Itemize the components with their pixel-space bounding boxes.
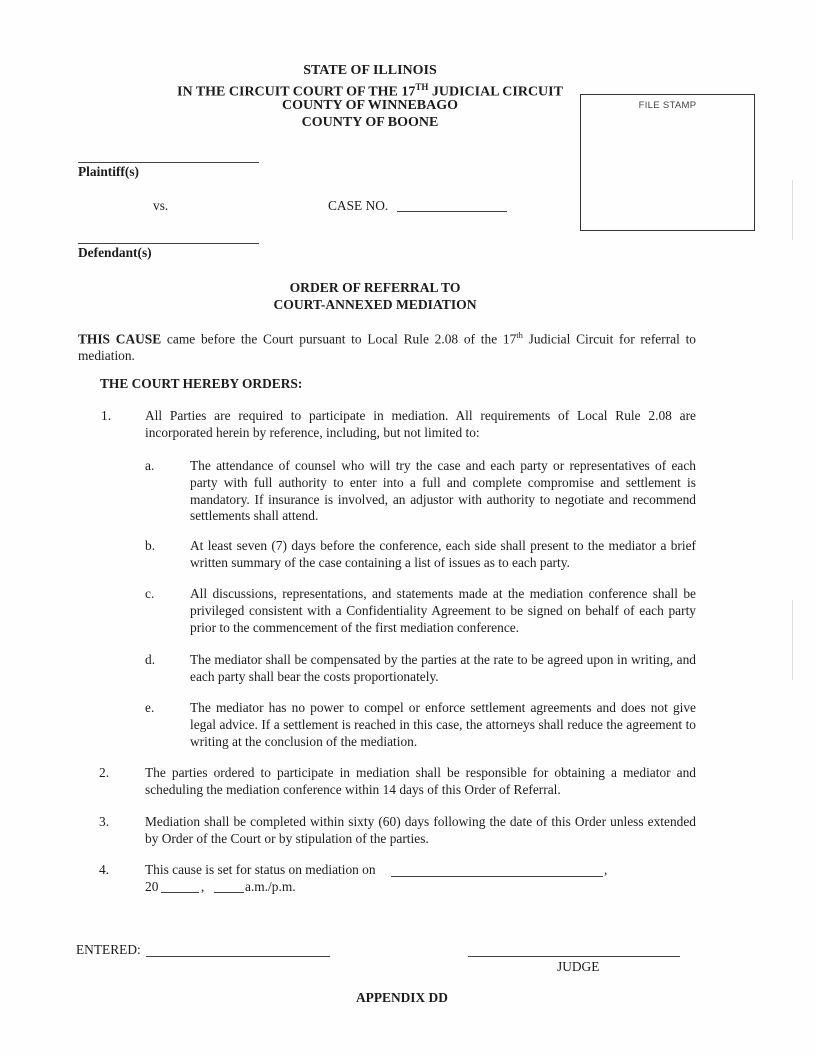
order-title-line2: COURT-ANNEXED MEDIATION bbox=[273, 297, 477, 312]
defendant-label: Defendant(s) bbox=[78, 245, 152, 260]
item-3-number: 3. bbox=[99, 814, 110, 829]
item-1-text: All Parties are required to participate in mediation. All requirements of Local Rule 2.08 are incorporated herein by reference, including, but not limited to: bbox=[145, 408, 696, 440]
item-2-text: The parties ordered to participate in mediation shall be responsible for obtaining a mediator and scheduling the mediation conference within 14 days of this Order of Referral. bbox=[145, 765, 696, 797]
entered-line[interactable] bbox=[146, 956, 330, 957]
status-year-line[interactable] bbox=[161, 892, 199, 893]
item-4-number: 4. bbox=[99, 862, 110, 877]
subitem-c-letter: c. bbox=[145, 586, 155, 601]
subitem-a-text: The attendance of counsel who will try the case and each party or representatives of each party with full authority to enter into a full and complete compromise and settlement is mandatory. If insurance is involved, an adjustor with authority to negotiate and recommend settlements shall attend. bbox=[190, 458, 696, 524]
entered-label: ENTERED: bbox=[76, 942, 141, 957]
intro-text-pre: came before the Court pursuant to Local Rule 2.08 of the 17 bbox=[161, 331, 517, 347]
intro-paragraph bbox=[78, 327, 696, 365]
item-2-number: 2. bbox=[99, 765, 110, 780]
case-no-label: CASE NO. bbox=[328, 198, 389, 213]
item-3-text: Mediation shall be completed within sixty (60) days following the date of this Order unless extended by Order of the Court or by stipulation of the parties. bbox=[145, 814, 696, 846]
header-state: STATE OF ILLINOIS bbox=[303, 63, 437, 78]
header-court-post: JUDICIAL CIRCUIT bbox=[428, 84, 563, 100]
judge-label: JUDGE bbox=[557, 959, 600, 974]
orders-heading: THE COURT HEREBY ORDERS: bbox=[100, 376, 303, 391]
subitem-e-letter: e. bbox=[145, 700, 155, 715]
subitem-d-text: The mediator shall be compensated by the parties at the rate to be agreed upon in writing, and each party shall bear the costs proportionately. bbox=[190, 652, 696, 684]
subitem-b-letter: b. bbox=[145, 538, 156, 553]
header-court-pre: IN THE CIRCUIT COURT OF THE 17 bbox=[177, 84, 416, 100]
subitem-a-letter: a. bbox=[145, 458, 155, 473]
status-year-comma: , bbox=[201, 879, 205, 894]
defendant-line[interactable] bbox=[78, 243, 259, 244]
scan-artifact bbox=[792, 600, 793, 680]
status-date-line[interactable] bbox=[391, 876, 603, 877]
status-year-prefix: 20 bbox=[145, 879, 159, 894]
header-county-winnebago: COUNTY OF WINNEBAGO bbox=[281, 98, 459, 113]
file-stamp-box bbox=[580, 94, 755, 231]
judge-signature-line[interactable] bbox=[468, 956, 680, 957]
item-4-text: This cause is set for status on mediation on bbox=[145, 862, 376, 877]
vs-label: vs. bbox=[153, 198, 169, 213]
status-ampm: a.m./p.m. bbox=[245, 879, 296, 894]
file-stamp-label: FILE STAMP bbox=[638, 100, 697, 111]
plaintiff-label: Plaintiff(s) bbox=[78, 164, 139, 179]
intro-sup: th bbox=[516, 330, 523, 340]
scan-artifact bbox=[792, 180, 793, 240]
header-court-sup: TH bbox=[415, 82, 429, 92]
subitem-d-letter: d. bbox=[145, 652, 156, 667]
subitem-c-text: All discussions, representations, and statements made at the mediation conference shall be privileged consistent with a Confidentiality Agreement to be signed on behalf of each party prior to the commencement of the first mediation conference. bbox=[190, 586, 696, 635]
appendix-label: APPENDIX DD bbox=[356, 990, 448, 1005]
intro-text-post: Judicial Circuit for referral to mediation. bbox=[78, 331, 697, 364]
subitem-b-text: At least seven (7) days before the conference, each side shall present to the mediator a brief written summary of the case containing a list of issues as to each party. bbox=[190, 538, 696, 570]
intro-bold: THIS CAUSE bbox=[78, 331, 162, 347]
order-title-line1: ORDER OF REFERRAL TO bbox=[289, 280, 461, 295]
header-county-boone: COUNTY OF BOONE bbox=[301, 115, 439, 130]
case-no-line[interactable] bbox=[397, 211, 507, 212]
plaintiff-line[interactable] bbox=[78, 162, 259, 163]
item-1-number: 1. bbox=[101, 408, 112, 423]
status-date-comma: , bbox=[604, 862, 608, 877]
subitem-e-text: The mediator has no power to compel or enforce settlement agreements and does not give legal advice. If a settlement is reached in this case, the attorneys shall reduce the agreement to writing at the conclusion of the mediation. bbox=[190, 700, 696, 749]
status-time-line[interactable] bbox=[214, 892, 244, 893]
